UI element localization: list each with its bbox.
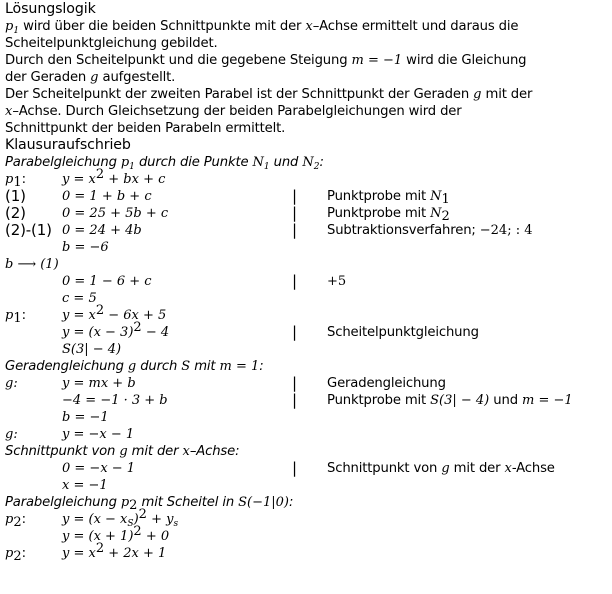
text: wird die Gleichung xyxy=(402,53,527,68)
equation: $y = x^2 + 2x + 1$ xyxy=(62,541,167,561)
eq-row xyxy=(5,477,612,494)
text: der Geraden xyxy=(5,70,91,85)
equation: $y = (x - x_S)^2 + y_s$ xyxy=(62,507,179,529)
comment: Punktprobe mit $N_2$ xyxy=(327,206,450,224)
eq-row xyxy=(5,222,612,239)
heading-klausuraufschrieb xyxy=(5,137,612,154)
equation: S(3| − 4) xyxy=(62,342,122,357)
section-title-p2: Parabelgleichung $p_2$ mit Scheitel in S(−1|0): xyxy=(5,495,294,513)
text: mit der xyxy=(481,87,533,102)
math-slope: m = −1 xyxy=(351,53,403,68)
eq-row xyxy=(5,409,612,426)
separator-bar: | xyxy=(292,187,297,205)
eq-row xyxy=(5,507,612,530)
math-g: g xyxy=(473,87,482,102)
row-label: (2) xyxy=(5,204,26,222)
row-label: g: xyxy=(5,427,18,442)
section-title-g: Geradengleichung g durch S mit m = 1: xyxy=(5,359,264,374)
comment: Punktprobe mit $N_1$ xyxy=(327,189,450,207)
equation: $y = x^2$ + bx + c xyxy=(62,167,166,187)
text: wird über die beiden Schnittpunkte mit der xyxy=(19,19,306,34)
equation: x = −1 xyxy=(62,478,108,493)
section-title-intersection: Schnittpunkt von g mit der x–Achse: xyxy=(5,444,240,459)
eq-row xyxy=(5,392,612,409)
logic-line-5 xyxy=(5,86,612,103)
eq-row xyxy=(5,320,612,341)
eq-row xyxy=(5,341,612,358)
eq-row xyxy=(5,205,612,222)
eq-row xyxy=(5,303,612,326)
eq-row xyxy=(5,167,612,190)
separator-bar: | xyxy=(292,459,297,477)
heading-text: Klausuraufschrieb xyxy=(5,137,131,153)
equation: −4 = −1 · 3 + b xyxy=(62,393,168,408)
eq-row xyxy=(5,273,612,290)
separator-bar: | xyxy=(292,272,297,290)
equation: y = −x − 1 xyxy=(62,427,135,442)
equation: y = mx + b xyxy=(62,376,136,391)
equation: c = 5 xyxy=(62,291,97,306)
separator-bar: | xyxy=(292,391,297,409)
text: –Achse. Durch Gleichsetzung der beiden Parabelgleichungen wird der xyxy=(12,104,462,119)
row-label: g: xyxy=(5,376,18,391)
heading-text: Lösungslogik xyxy=(5,1,96,17)
math-x: x xyxy=(305,19,313,34)
math-x: x xyxy=(5,104,13,119)
row-label: (1) xyxy=(5,187,26,205)
comment: Scheitelpunktgleichung xyxy=(327,325,479,340)
text: aufgestellt. xyxy=(98,70,176,85)
row-label: $p_1$: xyxy=(5,172,26,190)
logic-line-4 xyxy=(5,69,612,86)
comment: Punktprobe mit S(3| − 4) und m = −1 xyxy=(327,393,573,408)
heading-loesungslogik xyxy=(5,1,612,18)
logic-line-7 xyxy=(5,120,612,137)
equation: $y = (x + 1)^2 + 0$ xyxy=(62,524,170,544)
eq-row xyxy=(5,375,612,392)
eq-row xyxy=(5,239,612,256)
text: –Achse ermittelt und daraus die xyxy=(312,19,519,34)
eq-row xyxy=(5,256,612,273)
row-label: (2)-(1) xyxy=(5,221,52,239)
text: Scheitelpunktgleichung gebildet. xyxy=(5,36,218,51)
text: Der Scheitelpunkt der zweiten Parabel ist der Schnittpunkt der Geraden xyxy=(5,87,474,102)
separator-bar: | xyxy=(292,221,297,239)
math-g: g xyxy=(90,70,99,85)
text: Durch den Scheitelpunkt und die gegebene Steigung xyxy=(5,53,352,68)
logic-line-6 xyxy=(5,103,612,120)
comment: +5 xyxy=(327,274,347,289)
separator-bar: | xyxy=(292,374,297,392)
equation: 0 = 24 + 4b xyxy=(62,223,142,238)
equation: 0 = 1 + b + c xyxy=(62,189,152,204)
logic-line-1 xyxy=(5,18,612,35)
logic-line-2 xyxy=(5,35,612,52)
equation: b = −1 xyxy=(62,410,109,425)
equation: 0 = 1 − 6 + c xyxy=(62,274,152,289)
logic-line-3 xyxy=(5,52,612,69)
eq-row xyxy=(5,426,612,443)
solution-document xyxy=(0,1,612,562)
eq-row xyxy=(5,188,612,205)
row-label: $p_1$: xyxy=(5,308,26,326)
comment: Geradengleichung xyxy=(327,376,446,391)
equation: 0 = −x − 1 xyxy=(62,461,136,476)
math-p1: $p_1$ xyxy=(5,19,20,36)
row-label: $p_2$: xyxy=(5,512,26,530)
comment: Subtraktionsverfahren; −24; : 4 xyxy=(327,223,533,238)
eq-row xyxy=(5,460,612,477)
row-label: $p_2$: xyxy=(5,546,26,564)
row-label: b ⟶ (1) xyxy=(5,257,59,272)
equation: 0 = 25 + 5b + c xyxy=(62,206,169,221)
equation: $y = x^2 - 6x + 5$ xyxy=(62,303,167,323)
comment: Schnittpunkt von g mit der x-Achse xyxy=(327,461,555,476)
separator-bar: | xyxy=(292,323,297,341)
text: Schnittpunkt der beiden Parabeln ermittelt. xyxy=(5,121,286,136)
eq-row xyxy=(5,541,612,564)
equation: b = −6 xyxy=(62,240,109,255)
section-title-p1: Parabelgleichung $p_1$ durch die Punkte $N_1$ und $N_2$: xyxy=(5,155,324,172)
equation: $y = (x - 3)^2 - 4$ xyxy=(62,320,170,340)
separator-bar: | xyxy=(292,204,297,222)
